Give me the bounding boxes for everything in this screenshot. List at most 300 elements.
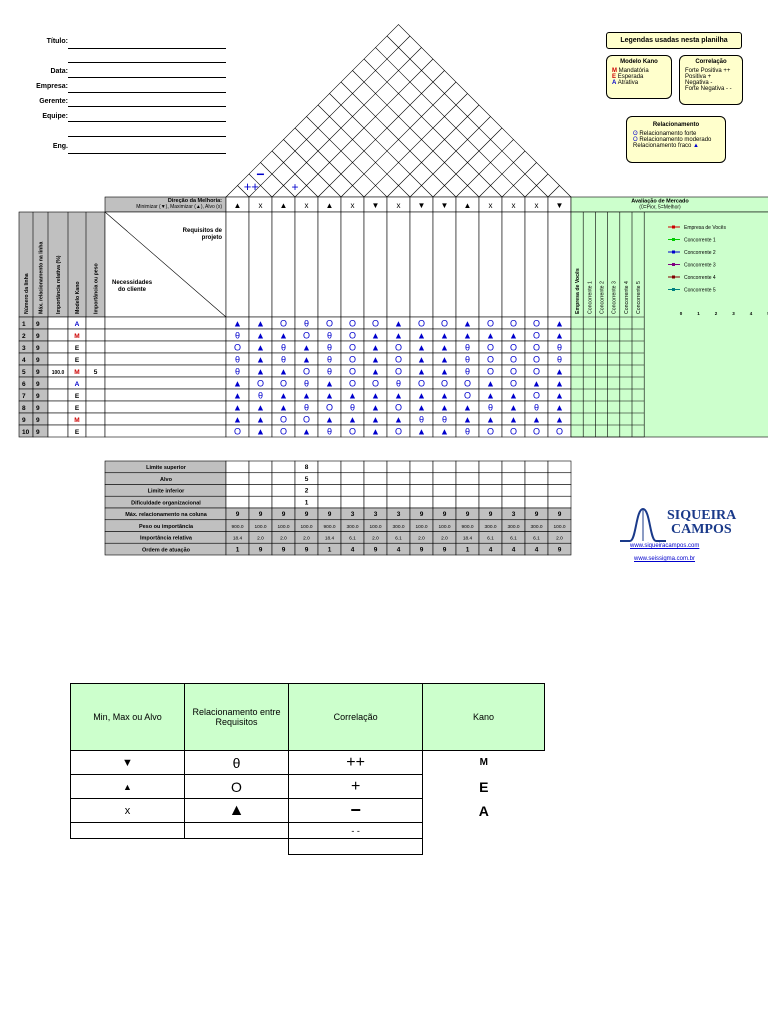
relationship-symbol: ▲ bbox=[440, 390, 449, 401]
relationship-symbol: ▲ bbox=[555, 330, 564, 341]
logo-url-1[interactable]: www.siqueiracampos.com bbox=[630, 543, 700, 549]
kano-legend-item: E Esperada bbox=[612, 74, 644, 80]
relationship-symbol: O bbox=[394, 366, 403, 377]
row-cell bbox=[86, 353, 105, 365]
row-value: 100.0 bbox=[51, 370, 65, 376]
eng-label: Eng. bbox=[52, 143, 68, 150]
row-value: 9 bbox=[36, 393, 40, 400]
bottom-value: 100.0 bbox=[438, 524, 451, 530]
project-req-label: Requisitos de bbox=[182, 228, 222, 234]
relationship-symbol: O bbox=[509, 342, 518, 353]
bottom-cell bbox=[272, 496, 295, 508]
bottom-value: 2.0 bbox=[303, 536, 310, 542]
logo-url-2[interactable]: www.seissigma.com.br bbox=[634, 556, 696, 562]
relationship-symbol: O bbox=[463, 378, 472, 389]
row-cell bbox=[86, 425, 105, 437]
relationship-symbol: O bbox=[348, 318, 357, 329]
row-value: 9 bbox=[36, 381, 40, 388]
relationship-symbol: O bbox=[279, 378, 288, 389]
project-req-header-cell bbox=[341, 212, 364, 317]
bottom-cell bbox=[456, 473, 479, 485]
legend-cell: θ bbox=[184, 751, 288, 775]
relationship-symbol: O bbox=[509, 366, 518, 377]
bottom-cell bbox=[272, 485, 295, 497]
bottom-value: 1 bbox=[235, 546, 240, 554]
relationship-symbol: ▲ bbox=[233, 378, 242, 389]
row-value: M bbox=[74, 333, 80, 340]
row-value: 3 bbox=[22, 345, 26, 352]
relationship-symbol: ▲ bbox=[371, 354, 380, 365]
bottom-cell bbox=[318, 485, 341, 497]
direction-symbol: ▼ bbox=[371, 201, 380, 210]
project-req-header-cell bbox=[525, 212, 548, 317]
relationship-symbol: ▲ bbox=[256, 342, 265, 353]
relationship-symbol: O bbox=[509, 318, 518, 329]
legend-cell: x bbox=[71, 799, 185, 823]
relationship-symbol: ▲ bbox=[417, 426, 426, 437]
project-req-header-cell bbox=[479, 212, 502, 317]
market-legend-label: Concorrente 4 bbox=[684, 275, 716, 281]
bottom-value: 18.4 bbox=[462, 536, 473, 542]
bottom-cell bbox=[249, 461, 272, 473]
relationship-symbol: O bbox=[532, 366, 541, 377]
relationship-symbol: O bbox=[302, 414, 311, 425]
bottom-value: 2.0 bbox=[441, 536, 448, 542]
relationship-symbol: ▲ bbox=[371, 414, 380, 425]
row-value: 9 bbox=[36, 357, 40, 364]
bottom-cell bbox=[502, 461, 525, 473]
row-cell bbox=[86, 317, 105, 329]
relationship-symbol: ▲ bbox=[256, 318, 265, 329]
row-cell bbox=[86, 329, 105, 341]
relationship-symbol: O bbox=[302, 330, 311, 341]
legend-cell: A bbox=[478, 802, 489, 819]
market-scale-tick: 0 bbox=[679, 311, 683, 316]
relationship-symbol: O bbox=[302, 366, 311, 377]
bottom-value: 5 bbox=[304, 475, 309, 483]
row-cell bbox=[48, 317, 68, 329]
need-text-cell bbox=[105, 413, 226, 425]
relationship-symbol: ▲ bbox=[486, 414, 495, 425]
relationship-symbol: O bbox=[233, 342, 242, 353]
customer-needs-label: do cliente bbox=[118, 287, 147, 293]
legend-header-cell: Kano bbox=[423, 684, 545, 751]
relationship-symbol: ▲ bbox=[394, 390, 403, 401]
row-cell bbox=[48, 329, 68, 341]
bottom-cell bbox=[525, 496, 548, 508]
relationship-symbol: O bbox=[486, 354, 495, 365]
project-req-header-cell bbox=[226, 212, 249, 317]
kano-legend-item: M Mandatória bbox=[612, 68, 649, 74]
legend-cell: - - bbox=[289, 823, 423, 839]
relationship-symbol: θ bbox=[349, 402, 356, 413]
relationship-symbol: ▲ bbox=[440, 330, 449, 341]
bottom-value: 300.0 bbox=[530, 524, 543, 530]
bottom-cell bbox=[318, 461, 341, 473]
legend-cell: + bbox=[289, 775, 423, 799]
logo-curve-icon bbox=[618, 505, 668, 543]
direction-symbol: ▲ bbox=[279, 201, 288, 210]
need-text-cell bbox=[105, 377, 226, 389]
relationship-symbol: ▲ bbox=[279, 366, 288, 377]
relationship-symbol: ▲ bbox=[463, 330, 472, 341]
direction-symbol: x bbox=[488, 201, 493, 210]
market-legend-marker bbox=[672, 276, 675, 279]
bottom-value: 1 bbox=[304, 499, 309, 507]
project-req-header-cell bbox=[456, 212, 479, 317]
legend-row bbox=[71, 775, 545, 799]
legend-row bbox=[71, 751, 545, 775]
bottom-value: 100.0 bbox=[415, 524, 428, 530]
relationship-symbol: ▲ bbox=[233, 414, 242, 425]
relationship-symbol: θ bbox=[556, 354, 563, 365]
manager-label: Gerente: bbox=[39, 98, 68, 105]
bottom-row-label: Máx. relacionamento na coluna bbox=[125, 512, 207, 518]
relationship-symbol: θ bbox=[280, 342, 287, 353]
row-value: 6 bbox=[22, 381, 26, 388]
row-value: 9 bbox=[36, 369, 40, 376]
relationship-symbol: θ bbox=[464, 342, 471, 353]
bottom-value: 6.1 bbox=[487, 536, 494, 542]
relationship-symbol: ▲ bbox=[440, 366, 449, 377]
relationship-symbol: ▲ bbox=[348, 390, 357, 401]
legend-title: Legendas usadas nesta planilha bbox=[606, 32, 742, 49]
need-text-cell bbox=[105, 389, 226, 401]
strong-rel-icon: ʘ bbox=[633, 131, 638, 137]
legend-cell bbox=[423, 823, 545, 839]
bottom-cell bbox=[548, 496, 571, 508]
need-text-cell bbox=[105, 329, 226, 341]
relationship-symbol: O bbox=[417, 318, 426, 329]
row-cell bbox=[48, 377, 68, 389]
direction-symbol: ▼ bbox=[417, 201, 426, 210]
relationship-symbol: O bbox=[555, 426, 564, 437]
bottom-cell bbox=[548, 473, 571, 485]
correlation-legend-item: Forte Positiva ++ bbox=[685, 68, 731, 74]
relationship-symbol: ▲ bbox=[486, 330, 495, 341]
relationship-legend-item: ʘ Relacionamento forte bbox=[633, 131, 697, 137]
bottom-value: 3 bbox=[350, 511, 355, 518]
bottom-cell bbox=[456, 496, 479, 508]
relationship-symbol: θ bbox=[418, 414, 425, 425]
bottom-value: 4 bbox=[488, 546, 493, 554]
relationship-symbol: ▲ bbox=[256, 414, 265, 425]
relationship-symbol: ▲ bbox=[256, 366, 265, 377]
bottom-value: 3 bbox=[511, 511, 516, 518]
correlation-legend-item: Forte Negativa - - bbox=[685, 86, 732, 92]
relationship-symbol: O bbox=[394, 426, 403, 437]
bottom-row-label: Peso ou importância bbox=[138, 523, 194, 530]
relationship-symbol: O bbox=[256, 378, 265, 389]
bottom-cell bbox=[479, 485, 502, 497]
bottom-cell bbox=[318, 473, 341, 485]
relationship-symbol: θ bbox=[464, 426, 471, 437]
bottom-cell bbox=[433, 473, 456, 485]
bottom-cell bbox=[433, 485, 456, 497]
relationship-symbol: θ bbox=[234, 330, 241, 341]
row-value: E bbox=[74, 357, 80, 364]
row-value: 9 bbox=[36, 321, 40, 328]
bottom-cell bbox=[364, 473, 387, 485]
relationship-symbol: ▲ bbox=[440, 354, 449, 365]
project-req-header-cell bbox=[410, 212, 433, 317]
project-req-header-cell bbox=[272, 212, 295, 317]
legend-header-cell: Correlação bbox=[289, 684, 423, 751]
row-cell bbox=[86, 377, 105, 389]
relationship-symbol: ▲ bbox=[509, 402, 518, 413]
roof-positive-icon: + bbox=[291, 180, 299, 194]
bottom-value: 100.0 bbox=[254, 524, 267, 530]
legend-cell: ▼ bbox=[71, 751, 185, 775]
correlation-legend-item: Positiva + bbox=[685, 74, 712, 80]
relationship-symbol: θ bbox=[303, 402, 310, 413]
roof-negative-icon: − bbox=[256, 166, 265, 182]
row-cell bbox=[86, 389, 105, 401]
legend-cell: E bbox=[479, 778, 489, 795]
relationship-symbol: O bbox=[486, 366, 495, 377]
relationship-symbol: O bbox=[440, 378, 449, 389]
bottom-row-label: Limite superior bbox=[146, 465, 186, 471]
direction-symbol: x bbox=[304, 201, 309, 210]
legend-row bbox=[71, 839, 545, 855]
bottom-cell bbox=[456, 485, 479, 497]
relationship-symbol: θ bbox=[303, 378, 310, 389]
bottom-cell bbox=[548, 485, 571, 497]
direction-symbol: ▼ bbox=[440, 201, 449, 210]
relationship-symbol: ▲ bbox=[532, 414, 541, 425]
bottom-value: 300.0 bbox=[392, 524, 405, 530]
relationship-symbol: ▲ bbox=[302, 342, 311, 353]
bottom-cell bbox=[387, 461, 410, 473]
project-req-header-cell bbox=[295, 212, 318, 317]
relationship-symbol: O bbox=[509, 426, 518, 437]
market-legend-label: Concorrente 1 bbox=[684, 237, 716, 244]
bottom-row-label: Importância relativa bbox=[140, 535, 192, 542]
relationship-symbol: θ bbox=[326, 330, 333, 341]
relationship-symbol: O bbox=[509, 378, 518, 389]
relationship-symbol: O bbox=[486, 426, 495, 437]
row-header-label: Número da linha bbox=[24, 273, 30, 314]
bottom-cell bbox=[410, 461, 433, 473]
row-header-label: Importância relativa (%) bbox=[56, 255, 62, 314]
row-value: E bbox=[74, 429, 80, 436]
bottom-cell bbox=[502, 473, 525, 485]
relationship-symbol: ▲ bbox=[279, 390, 288, 401]
relationship-symbol: ▲ bbox=[371, 366, 380, 377]
roof-strong-positive-icon: ++ bbox=[243, 179, 259, 194]
bottom-cell bbox=[341, 496, 364, 508]
relationship-symbol: ▲ bbox=[509, 414, 518, 425]
relationship-symbol: O bbox=[486, 318, 495, 329]
row-cell bbox=[48, 341, 68, 353]
bottom-cell bbox=[479, 473, 502, 485]
bottom-cell bbox=[364, 461, 387, 473]
direction-symbol: ▲ bbox=[233, 201, 242, 210]
row-cell bbox=[48, 389, 68, 401]
relationship-symbol: O bbox=[279, 318, 288, 329]
roof-outline bbox=[226, 25, 571, 198]
relationship-symbol: θ bbox=[464, 354, 471, 365]
relationship-symbol: ▲ bbox=[555, 414, 564, 425]
bottom-row-label: Alvo bbox=[160, 476, 172, 483]
bottom-value: 900.0 bbox=[461, 524, 474, 530]
bottom-row-label: Dificuldade organizacional bbox=[131, 500, 201, 507]
bottom-cell bbox=[272, 461, 295, 473]
bottom-cell bbox=[249, 473, 272, 485]
market-legend-marker bbox=[672, 251, 675, 254]
relationship-symbol: ▲ bbox=[440, 342, 449, 353]
legend-cell: O bbox=[184, 775, 288, 799]
relationship-symbol: ▲ bbox=[463, 402, 472, 413]
relationship-symbol: θ bbox=[395, 378, 402, 389]
market-legend-marker bbox=[672, 238, 675, 241]
relationship-symbol: ▲ bbox=[233, 402, 242, 413]
bottom-value: 9 bbox=[442, 546, 447, 554]
market-legend-label: Empresa de Vocês bbox=[684, 225, 726, 231]
bottom-value: 3 bbox=[396, 511, 401, 518]
legend-row bbox=[71, 823, 545, 839]
bottom-cell bbox=[226, 461, 249, 473]
relationship-symbol: ▲ bbox=[256, 402, 265, 413]
relationship-symbol: ▲ bbox=[394, 330, 403, 341]
market-column-label: Empresa de Vocês bbox=[575, 268, 582, 314]
row-cell bbox=[86, 401, 105, 413]
relationship-symbol: O bbox=[394, 354, 403, 365]
bottom-value: 100.0 bbox=[300, 524, 313, 530]
market-scale-tick: 2 bbox=[714, 311, 718, 316]
market-column-label: Concorrente 1 bbox=[587, 281, 594, 314]
bottom-value: 6.1 bbox=[349, 536, 356, 542]
relationship-symbol: ▲ bbox=[440, 426, 449, 437]
row-value: 8 bbox=[22, 405, 26, 412]
row-cell bbox=[48, 413, 68, 425]
bottom-cell bbox=[387, 485, 410, 497]
bottom-value: 9 bbox=[281, 511, 286, 518]
market-legend-marker bbox=[672, 288, 675, 291]
team-label: Equipe: bbox=[42, 113, 68, 120]
relationship-symbol: ▲ bbox=[555, 402, 564, 413]
relationship-symbol: O bbox=[417, 378, 426, 389]
relationship-symbol: O bbox=[463, 390, 472, 401]
bottom-value: 9 bbox=[534, 511, 539, 518]
direction-symbol: ▼ bbox=[555, 201, 564, 210]
relationship-symbol: ▲ bbox=[325, 378, 334, 389]
legend-cell bbox=[289, 839, 423, 855]
row-value: 9 bbox=[36, 345, 40, 352]
relationship-symbol: O bbox=[486, 342, 495, 353]
bottom-cell bbox=[318, 496, 341, 508]
relationship-symbol: ▲ bbox=[532, 378, 541, 389]
bottom-value: 9 bbox=[557, 546, 562, 554]
bottom-cell bbox=[502, 485, 525, 497]
relationship-symbol: ▲ bbox=[256, 354, 265, 365]
market-scale-tick: 4 bbox=[749, 311, 753, 316]
bottom-cell bbox=[548, 461, 571, 473]
market-column-label: Concorrente 4 bbox=[623, 281, 630, 314]
row-header-label: Máx. relacionamento na linha bbox=[38, 241, 45, 314]
direction-subtitle: Minimizar (▼), Maximizar (▲), Alvo (x) bbox=[136, 204, 222, 210]
bottom-value: 9 bbox=[419, 511, 424, 518]
row-value: E bbox=[74, 345, 80, 352]
bottom-cell bbox=[456, 461, 479, 473]
relationship-symbol: ▲ bbox=[417, 342, 426, 353]
relationship-symbol: ▲ bbox=[463, 414, 472, 425]
bottom-value: 9 bbox=[419, 546, 424, 554]
bottom-cell bbox=[525, 461, 548, 473]
row-value: 9 bbox=[22, 417, 26, 424]
legend-header-row bbox=[71, 684, 545, 751]
market-scale-tick: 1 bbox=[697, 311, 700, 316]
relationship-symbol: ▲ bbox=[371, 402, 380, 413]
direction-symbol: x bbox=[350, 201, 355, 210]
row-value: M bbox=[74, 417, 80, 424]
row-value: 9 bbox=[36, 333, 40, 340]
project-req-header-cell bbox=[502, 212, 525, 317]
legend-cell bbox=[184, 823, 288, 839]
relationship-symbol: O bbox=[532, 354, 541, 365]
relationship-symbol: O bbox=[279, 414, 288, 425]
market-legend-label: Concorrente 5 bbox=[684, 287, 716, 294]
bottom-cell bbox=[525, 473, 548, 485]
bottom-row-label: Limite inferior bbox=[147, 488, 185, 495]
relationship-symbol: ▲ bbox=[394, 414, 403, 425]
bottom-value: 9 bbox=[488, 511, 493, 518]
bottom-value: 4 bbox=[511, 546, 516, 554]
relationship-symbol: O bbox=[348, 426, 357, 437]
bottom-cell bbox=[226, 473, 249, 485]
bottom-value: 100.0 bbox=[369, 524, 382, 530]
relationship-legend-item: O Relacionamento moderado bbox=[633, 137, 712, 143]
correlation-legend-title: Correlação bbox=[695, 59, 727, 65]
row-value: A bbox=[74, 321, 80, 328]
relationship-symbol: O bbox=[348, 354, 357, 365]
relationship-symbol: O bbox=[371, 378, 380, 389]
relationship-symbol: ▲ bbox=[302, 426, 311, 437]
bottom-value: 9 bbox=[465, 511, 470, 518]
project-req-header-cell bbox=[364, 212, 387, 317]
market-legend-label: Concorrente 3 bbox=[684, 262, 716, 269]
row-value: E bbox=[74, 393, 80, 400]
bottom-cell bbox=[364, 496, 387, 508]
relationship-symbol: ▲ bbox=[348, 414, 357, 425]
bottom-cell bbox=[433, 461, 456, 473]
bottom-value: 9 bbox=[373, 546, 378, 554]
bottom-cell bbox=[364, 485, 387, 497]
relationship-symbol: ▲ bbox=[417, 354, 426, 365]
legend-cell: ++ bbox=[289, 751, 423, 775]
bottom-cell bbox=[410, 496, 433, 508]
relationship-symbol: ▲ bbox=[302, 390, 311, 401]
relationship-symbol: O bbox=[348, 378, 357, 389]
symbol-legend-table bbox=[70, 683, 545, 855]
relationship-symbol: ▲ bbox=[486, 390, 495, 401]
kano-legend-item: A Atrativa bbox=[612, 80, 639, 86]
market-legend-marker bbox=[672, 226, 675, 229]
legend-cell: ▲ bbox=[71, 775, 185, 799]
bottom-value: 4 bbox=[350, 546, 355, 554]
bottom-value: 100.0 bbox=[553, 524, 566, 530]
relationship-symbol: ▲ bbox=[325, 390, 334, 401]
row-value: 4 bbox=[22, 357, 26, 364]
relationship-symbol: O bbox=[532, 330, 541, 341]
bottom-value: 9 bbox=[304, 511, 309, 518]
row-cell bbox=[86, 341, 105, 353]
bottom-row-label: Ordem de atuação bbox=[142, 547, 190, 554]
need-text-cell bbox=[105, 353, 226, 365]
bottom-value: 2.0 bbox=[418, 536, 425, 542]
bottom-value: 18.4 bbox=[232, 536, 243, 542]
market-body bbox=[571, 212, 768, 437]
